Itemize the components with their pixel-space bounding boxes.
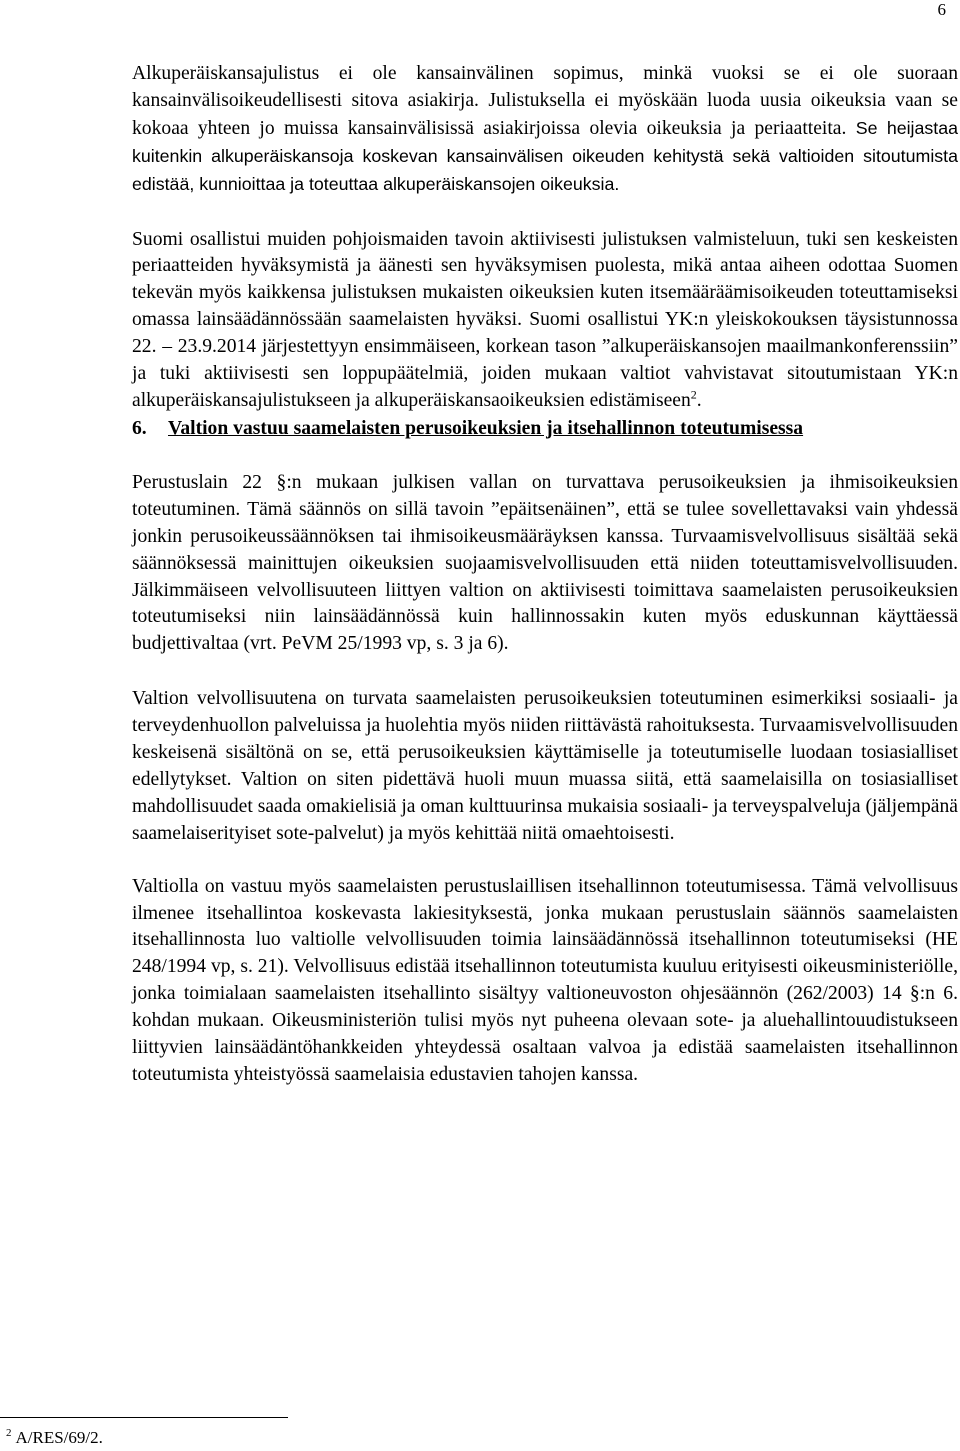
page-number: 6 xyxy=(937,0,946,19)
paragraph-state-obligation-services: Valtion velvollisuutena on turvata saamelaisten perusoikeuksien toteutuminen esimerkiksi sosiaali- ja terveydenhuollon palveluissa ja huolehtia myös niiden riittävästä rahoituksesta. Turvaamisvelvollisuuden keskeisenä sisältönä on se, että perusoikeuksien käyttämiselle ja toteutumiselle luodaan tosiasialliset edellytykset. Valtion on siten pidettävä huoli muun muassa siitä, että saamelaisilla on tosiasialliset mahdollisuudet saada omakielisiä ja oman kulttuurinsa mukaisia sosiaali- ja terveyspalveluja (jäljempänä saamelaiserityiset sote-palvelut) ja myös kehittää niitä omaehtoisesti. xyxy=(132,688,958,844)
paragraph-finland-participation-text: Suomi osallistui muiden pohjoismaiden tavoin aktiivisesti julistuksen valmisteluun, tuki sen keskeisten periaatteiden hyväksymistä ja äänesti sen hyväksymisen puolesta, mikä antaa aiheen odottaa Suomen tekevän myös kaikkensa julistuksen mukaisten oikeuksien kuten itsemääräämisoikeuden toteuttamiseksi omassa lainsäädännössään saamelaisten hyväksi. Suomi osallistui YK:n yleiskokouksen täysistunnossa 22. – 23.9.2014 järjestettyyn ensimmäiseen, korkean tason ”alkuperäiskansojen maailmankonferenssiin” ja tuki aktiivisesti sen loppupäätelmiä, joiden mukaan valtiot vahvistavat sitoutumistaan YK:n alkuperäiskansajulistukseen ja alkuperäiskansaoikeuksien edistämiseen xyxy=(132,228,958,411)
document-body xyxy=(132,61,958,1089)
paragraph-finland-participation-end: . xyxy=(696,389,702,411)
footnote-marker: 2 xyxy=(6,1427,12,1440)
footnote xyxy=(6,1428,103,1448)
paragraph-constitution-22: Perustuslain 22 §:n mukaan julkisen vallan on turvattava perusoikeuksien ja ihmisoikeuksien toteutuminen. Tämä säännös on sillä tavoin ”epäitsenäinen”, että se tulee sovellettavaksi vain yhdessä jonkin perusoikeussäännöksen tai ihmisoikeusmääräyksen kanssa. Turvaamisvelvollisuus sisältää sekä säännöksessä mainittujen oikeuksien suojaamisvelvollisuuden että niiden toteuttamisvelvollisuuden. Jälkimmäiseen velvollisuuteen liittyen valtion on aktiivisesti toimittava saamelaisten perusoikeuksien toteutumiseksi niin lainsäädännössä kuin hallinnossakin kuten myös eduskunnan käyttäessä budjettivaltaa (vrt. PeVM 25/1993 vp, s. 3 ja 6). xyxy=(132,471,958,655)
paragraph-declaration-status-serif-text: Alkuperäiskansajulistus ei ole kansainvälinen sopimus, minkä vuoksi se ei ole suoraan kansainvälisoikeudellisesti sitova asiakirja. Julistuksella ei myöskään luoda uusia oikeuksia vaan se kokoaa yhteen jo muissa kansainvälisissä asiakirjoissa olevia oikeuksia ja periaatteita. xyxy=(132,63,958,139)
paragraph-declaration-status-sans-text: Se heijastaa kuitenkin alkuperäiskansoja koskevan kansainvälisen oikeuden kehitystä sekä valtioiden sitoutumista edistää, kunnioittaa ja toteuttaa alkuperäiskansojen oikeuksia. xyxy=(132,117,958,194)
section-title: Valtion vastuu saamelaisten perusoikeuksien ja itsehallinnon toteutumisessa xyxy=(168,417,804,439)
paragraph-self-government: Valtiolla on vastuu myös saamelaisten perustuslaillisen itsehallinnon toteutumisessa. Tämä velvollisuus ilmenee itsehallintoa koskevasta lakiesityksestä, jonka mukaan perustuslain säännös saamelaisten itsehallinnosta luo valtiolle velvollisuuden toimia lainsäädännössä itsehallinnon toteutumiseksi (HE 248/1994 vp, s. 21). Velvollisuus edistää itsehallinnon toteutumista kuuluu erityisesti oikeusministeriölle, jonka toimialaan saamelaisten itsehallinto sisältyy valtioneuvoston ohjesäännön (262/2003) 14 §:n 6. kohdan mukaan. Oikeusministeriön tulisi myös nyt puheena olevaan sote- ja aluehallintouudistukseen liittyvien lainsäädäntöhankkeiden yhteydessä osaltaan valvoa ja edistää saamelaisten itsehallinnon toteutumista yhteistyössä saamelaisia edustavien tahojen kanssa. xyxy=(132,875,958,1085)
footnote-text: A/RES/69/2. xyxy=(15,1428,103,1447)
footnote-separator xyxy=(0,1417,288,1418)
paragraph-finland-participation xyxy=(132,227,958,415)
section-number: 6. xyxy=(132,417,147,439)
footnote-reference[interactable]: 2 xyxy=(690,387,697,402)
section-heading xyxy=(132,415,958,442)
paragraph-declaration-status xyxy=(132,61,958,199)
